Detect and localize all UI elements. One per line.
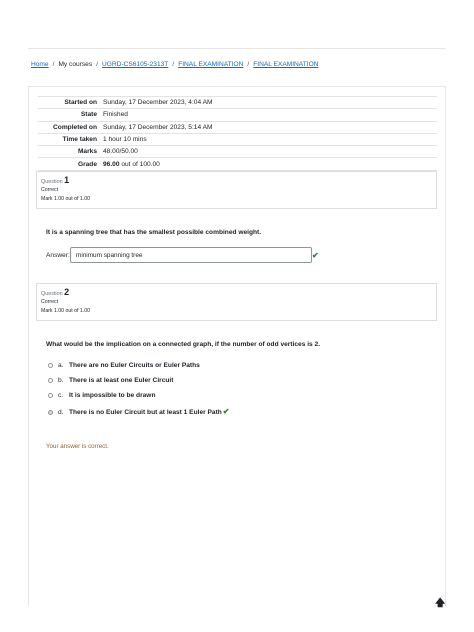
question-status: Correct — [41, 299, 59, 305]
radio-button-selected[interactable] — [48, 410, 53, 415]
summary-row-completed — [38, 121, 437, 133]
summary-row-marks — [38, 146, 437, 158]
back-to-top-arrow-icon[interactable]: 🡅 — [435, 598, 446, 609]
answer-label: Answer: — [46, 252, 70, 259]
question-number — [41, 175, 432, 185]
header-divider — [28, 48, 446, 49]
summary-label: Grade — [38, 158, 100, 170]
question-status: Correct — [41, 187, 59, 193]
option-text: There is no Euler Circuit but at least 1 Euler Path — [69, 409, 222, 416]
question-word: Question — [41, 179, 63, 185]
question-number — [41, 287, 432, 297]
question-word: Question — [41, 291, 63, 297]
feedback-text: Your answer is correct. — [46, 443, 109, 450]
option-text: There are no Euler Circuits or Euler Paths — [69, 362, 200, 369]
attempt-summary-table — [38, 96, 437, 171]
breadcrumb-page-link[interactable]: FINAL EXAMINATION — [253, 61, 319, 68]
breadcrumb-course-link[interactable]: UGRD-CS6105-2313T — [102, 61, 169, 68]
summary-row-time — [38, 133, 437, 145]
answer-field[interactable]: minimum spanning tree — [70, 247, 312, 263]
option-letter: a. — [58, 362, 64, 369]
question-number-value: 2 — [64, 287, 70, 297]
radio-button[interactable] — [48, 393, 53, 398]
summary-value: Finished — [100, 109, 437, 121]
correct-check-icon: ✔ — [312, 251, 319, 260]
question-1-text: It is a spanning tree that has the smallest possible combined weight. — [46, 229, 262, 236]
question-number-value: 1 — [64, 175, 70, 185]
summary-label: Marks — [38, 146, 100, 158]
breadcrumb-separator: / — [247, 61, 250, 68]
option-b[interactable] — [48, 377, 173, 384]
radio-button[interactable] — [48, 363, 53, 368]
summary-label: Completed on — [38, 121, 100, 133]
grade-value: 96.00 — [103, 160, 120, 168]
question-mark: Mark 1.00 out of 1.00 — [41, 196, 91, 202]
breadcrumb-section-link[interactable]: FINAL EXAMINATION — [178, 61, 244, 68]
option-text: There is at least one Euler Circuit — [69, 377, 174, 384]
option-letter: d. — [58, 409, 64, 416]
option-c[interactable] — [48, 392, 155, 399]
breadcrumb-my-courses: My courses — [58, 61, 93, 68]
breadcrumb-home-link[interactable]: Home — [31, 61, 49, 68]
summary-value — [100, 158, 437, 170]
option-letter: c. — [58, 392, 64, 399]
grade-suffix: out of 100.00 — [119, 160, 160, 168]
summary-row-started — [38, 97, 437, 109]
summary-value: 48.00/50.00 — [100, 146, 437, 158]
option-text: It is impossible to be drawn — [69, 392, 156, 399]
breadcrumb — [31, 61, 318, 68]
breadcrumb-separator: / — [96, 61, 98, 68]
question-mark: Mark 1.00 out of 1.00 — [41, 308, 91, 314]
summary-value: 1 hour 10 mins — [100, 133, 437, 145]
radio-button[interactable] — [48, 378, 53, 383]
question-2-info — [36, 283, 437, 321]
summary-label: Time taken — [38, 133, 100, 145]
breadcrumb-separator: / — [172, 61, 175, 68]
option-letter: b. — [58, 377, 64, 384]
summary-label: Started on — [38, 97, 100, 109]
summary-value: Sunday, 17 December 2023, 4:04 AM — [100, 97, 437, 109]
breadcrumb-separator: / — [52, 61, 55, 68]
option-d[interactable] — [48, 407, 230, 416]
question-2-text: What would be the implication on a connected graph, if the number of odd vertices is 2. — [46, 341, 321, 348]
question-1-info — [36, 171, 437, 209]
option-a[interactable] — [48, 362, 200, 369]
summary-value: Sunday, 17 December 2023, 5:14 AM — [100, 121, 437, 133]
summary-label: State — [38, 109, 100, 121]
summary-row-state — [38, 109, 437, 121]
summary-row-grade — [38, 158, 437, 170]
correct-check-icon: ✔ — [222, 407, 230, 416]
